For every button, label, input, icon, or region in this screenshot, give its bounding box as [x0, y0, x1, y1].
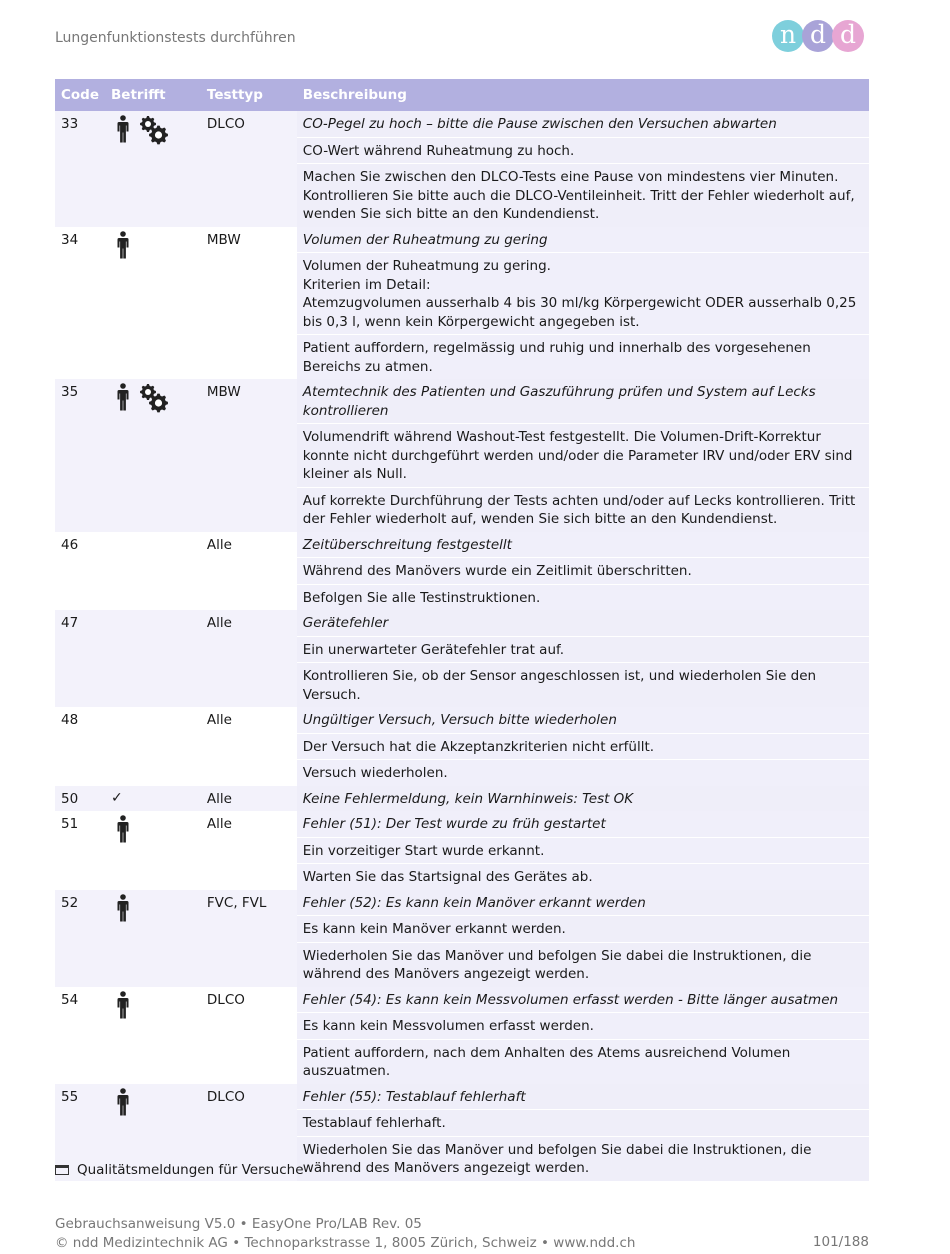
description-title: Fehler (52): Es kann kein Manöver erkannt werden — [297, 890, 869, 916]
table-row — [55, 379, 869, 424]
code-cell: 47 — [55, 610, 105, 707]
testtyp-cell: MBW — [201, 227, 297, 380]
description-text: Während des Manövers wurde ein Zeitlimit überschritten. — [297, 558, 869, 585]
testtyp-cell: Alle — [201, 811, 297, 890]
description-text: Patient auffordern, nach dem Anhalten des Atems ausreichend Volumen auszuatmen. — [297, 1039, 869, 1084]
code-cell: 35 — [55, 379, 105, 532]
description-text: Versuch wiederholen. — [297, 760, 869, 786]
description-text: Testablauf fehlerhaft. — [297, 1110, 869, 1137]
table-header-row — [55, 79, 869, 111]
betrifft-cell — [105, 111, 201, 227]
description-title: Fehler (55): Testablauf fehlerhaft — [297, 1084, 869, 1110]
column-header-code: Code — [55, 79, 105, 111]
table-row — [55, 707, 869, 733]
table-row — [55, 1084, 869, 1110]
description-text: Es kann kein Manöver erkannt werden. — [297, 916, 869, 943]
description-text: Befolgen Sie alle Testinstruktionen. — [297, 584, 869, 610]
ndd-logo — [772, 20, 862, 52]
page-footer — [55, 1215, 635, 1253]
description-title: Keine Fehlermeldung, kein Warnhinweis: Test OK — [297, 786, 869, 812]
testtyp-cell: FVC, FVL — [201, 890, 297, 987]
betrifft-cell — [105, 227, 201, 380]
description-text: Volumen der Ruheatmung zu gering. Kriterien im Detail: Atemzugvolumen ausserhalb 4 bis 30 ml/kg Körpergewicht ODER ausserhalb 0,25 bis 0,3 l, wenn kein Körpergewicht angegeben ist. — [297, 253, 869, 335]
description-text: Warten Sie das Startsignal des Gerätes ab. — [297, 864, 869, 890]
person-icon — [117, 231, 129, 259]
code-cell: 46 — [55, 532, 105, 611]
table-row — [55, 987, 869, 1013]
betrifft-cell — [105, 532, 201, 611]
table-row — [55, 890, 869, 916]
logo-letter: d — [802, 20, 834, 52]
description-text: Machen Sie zwischen den DLCO-Tests eine Pause von mindestens vier Minuten. Kontrollieren Sie bitte auch die DLCO-Ventileinheit. Tritt der Fehler wiederholt auf, wenden Sie sich bitte an den Kundendienst. — [297, 164, 869, 227]
description-title: Gerätefehler — [297, 610, 869, 636]
person-icon — [117, 815, 129, 843]
person-icon — [117, 1088, 129, 1116]
testtyp-cell: Alle — [201, 610, 297, 707]
description-text: Volumendrift während Washout-Test festgestellt. Die Volumen-Drift-Korrektur konnte nicht durchgeführt werden und/oder die Parameter IRV und/oder ERV sind kleiner als Null. — [297, 424, 869, 488]
description-text: Ein unerwarteter Gerätefehler trat auf. — [297, 636, 869, 663]
description-text: Kontrollieren Sie, ob der Sensor angeschlossen ist, und wiederholen Sie den Versuch. — [297, 663, 869, 708]
code-cell: 55 — [55, 1084, 105, 1181]
code-cell: 48 — [55, 707, 105, 786]
description-text: Es kann kein Messvolumen erfasst werden. — [297, 1013, 869, 1040]
description-title: Volumen der Ruheatmung zu gering — [297, 227, 869, 253]
column-header-betrifft: Betrifft — [105, 79, 201, 111]
logo-letter: n — [772, 20, 804, 52]
description-text: Auf korrekte Durchführung der Tests achten und/oder auf Lecks kontrollieren. Tritt der Fehler wiederholt auf, wenden Sie sich bitte an den Kundendienst. — [297, 487, 869, 532]
gears-icon — [139, 383, 169, 413]
code-cell: 51 — [55, 811, 105, 890]
page-number: 101/188 — [812, 1234, 869, 1250]
description-text: Ein vorzeitiger Start wurde erkannt. — [297, 837, 869, 864]
betrifft-cell — [105, 811, 201, 890]
person-icon — [117, 894, 129, 922]
table-row — [55, 227, 869, 253]
footnote-text: Qualitätsmeldungen für Versuche — [77, 1162, 304, 1178]
person-icon — [117, 115, 129, 143]
betrifft-cell — [105, 786, 201, 812]
footnote — [55, 1162, 304, 1178]
betrifft-cell — [105, 610, 201, 707]
table-row — [55, 811, 869, 837]
footer-line-2: © ndd Medizintechnik AG • Technoparkstrasse 1, 8005 Zürich, Schweiz • www.ndd.ch — [55, 1235, 636, 1251]
code-cell: 52 — [55, 890, 105, 987]
testtyp-cell: DLCO — [201, 1084, 297, 1181]
description-title: Ungültiger Versuch, Versuch bitte wiederholen — [297, 707, 869, 733]
betrifft-cell — [105, 987, 201, 1084]
page-header-title: Lungenfunktionstests durchführen — [55, 30, 296, 46]
betrifft-cell — [105, 890, 201, 987]
description-title: Zeitüberschreitung festgestellt — [297, 532, 869, 558]
description-text: Wiederholen Sie das Manöver und befolgen Sie dabei die Instruktionen, die während des Manövers angezeigt werden. — [297, 1136, 869, 1181]
table-row — [55, 610, 869, 636]
table-row — [55, 111, 869, 137]
error-code-table — [55, 79, 869, 1181]
code-cell: 33 — [55, 111, 105, 227]
testtyp-cell: DLCO — [201, 987, 297, 1084]
person-icon — [117, 991, 129, 1019]
testtyp-cell: DLCO — [201, 111, 297, 227]
description-title: Fehler (54): Es kann kein Messvolumen erfasst werden - Bitte länger ausatmen — [297, 987, 869, 1013]
description-text: Patient auffordern, regelmässig und ruhig und innerhalb des vorgesehenen Bereichs zu atmen. — [297, 335, 869, 380]
testtyp-cell: Alle — [201, 532, 297, 611]
column-header-testtyp: Testtyp — [201, 79, 297, 111]
table-row — [55, 532, 869, 558]
check-icon: ✓ — [111, 789, 123, 806]
description-title: Fehler (51): Der Test wurde zu früh gestartet — [297, 811, 869, 837]
window-box-icon — [55, 1165, 69, 1175]
description-text: CO-Wert während Ruheatmung zu hoch. — [297, 137, 869, 164]
gears-icon — [139, 115, 169, 145]
person-icon — [117, 383, 129, 411]
betrifft-cell — [105, 707, 201, 786]
column-header-beschreibung: Beschreibung — [297, 79, 869, 111]
code-cell: 54 — [55, 987, 105, 1084]
description-title: Atemtechnik des Patienten und Gaszuführung prüfen und System auf Lecks kontrollieren — [297, 379, 869, 424]
description-text: Der Versuch hat die Akzeptanzkriterien nicht erfüllt. — [297, 733, 869, 760]
code-cell: 50 — [55, 786, 105, 812]
logo-letter: d — [832, 20, 864, 52]
description-text: Wiederholen Sie das Manöver und befolgen Sie dabei die Instruktionen, die während des Manövers angezeigt werden. — [297, 942, 869, 987]
testtyp-cell: Alle — [201, 707, 297, 786]
footer-line-1: Gebrauchsanweisung V5.0 • EasyOne Pro/LAB Rev. 05 — [55, 1216, 422, 1232]
description-title: CO-Pegel zu hoch – bitte die Pause zwischen den Versuchen abwarten — [297, 111, 869, 137]
testtyp-cell: Alle — [201, 786, 297, 812]
table-row — [55, 786, 869, 812]
betrifft-cell — [105, 379, 201, 532]
testtyp-cell: MBW — [201, 379, 297, 532]
code-cell: 34 — [55, 227, 105, 380]
